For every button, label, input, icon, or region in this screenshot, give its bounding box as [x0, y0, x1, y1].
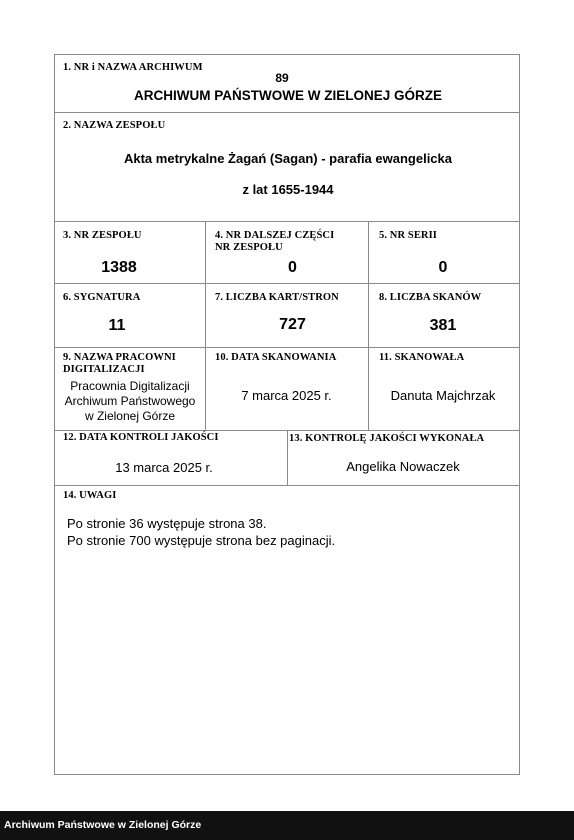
fonds-name: Akta metrykalne Żagań (Sagan) - parafia ewangelicka: [123, 151, 452, 166]
qc-date-label: 12. DATA KONTROLI JAKOŚCI: [63, 432, 219, 443]
qc-date: 13 marca 2025 r.: [115, 460, 213, 475]
scan-date-label: 10. DATA SKANOWANIA: [215, 352, 337, 363]
scan-count-label: 8. LICZBA SKANÓW: [379, 292, 482, 303]
digitization-lab-line-3: w Zielonej Górze: [84, 409, 176, 423]
footer-text: Archiwum Państwowe w Zielonej Górze: [4, 819, 202, 831]
digitization-lab-label-2: DIGITALIZACJI: [63, 364, 145, 375]
divider: [55, 221, 519, 222]
scan-date: 7 marca 2025 r.: [241, 388, 332, 403]
page-count-label: 7. LICZBA KART/STRON: [215, 292, 339, 303]
scan-count: 381: [429, 317, 457, 334]
digitization-lab-label-1: 9. NAZWA PRACOWNI: [63, 352, 176, 363]
digitization-lab-line-1: Pracownia Digitalizacji: [70, 379, 190, 393]
divider: [287, 430, 288, 485]
page-count: 727: [279, 316, 306, 333]
qc-by-label: 13. KONTROLĘ JAKOŚCI WYKONAŁA: [289, 433, 485, 444]
footer-bar: [0, 811, 574, 840]
archive-number: 89: [275, 71, 289, 85]
signature-value: 11: [108, 317, 126, 334]
qc-by: Angelika Nowaczek: [346, 459, 460, 474]
fonds-name-label: 2. NAZWA ZESPOŁU: [63, 120, 166, 131]
remarks-line-2: Po stronie 700 występuje strona bez paginacji.: [67, 533, 336, 548]
signature-label: 6. SYGNATURA: [63, 292, 141, 303]
divider: [55, 112, 519, 113]
divider: [55, 485, 519, 486]
series-number-label: 5. NR SERII: [379, 230, 437, 241]
fonds-number: 1388: [101, 259, 137, 276]
fonds-years: z lat 1655-1944: [242, 182, 334, 197]
remarks-label: 14. UWAGI: [63, 490, 117, 501]
metadata-form: [54, 54, 520, 775]
divider: [55, 347, 519, 348]
fonds-part-label-2: NR ZESPOŁU: [215, 242, 283, 253]
fonds-part-number: 0: [288, 259, 297, 276]
remarks-line-1: Po stronie 36 występuje strona 38.: [67, 516, 267, 531]
divider: [55, 283, 519, 284]
archive-name: ARCHIWUM PAŃSTWOWE W ZIELONEJ GÓRZE: [134, 88, 442, 103]
archive-label: 1. NR i NAZWA ARCHIWUM: [63, 62, 203, 73]
scanned-by: Danuta Majchrzak: [390, 388, 496, 403]
scanned-by-label: 11. SKANOWAŁA: [379, 352, 465, 363]
fonds-part-label-1: 4. NR DALSZEJ CZĘŚCI: [215, 230, 335, 241]
series-number: 0: [438, 259, 448, 276]
digitization-lab-line-2: Archiwum Państwowego: [64, 394, 196, 408]
fonds-number-label: 3. NR ZESPOŁU: [63, 230, 142, 241]
